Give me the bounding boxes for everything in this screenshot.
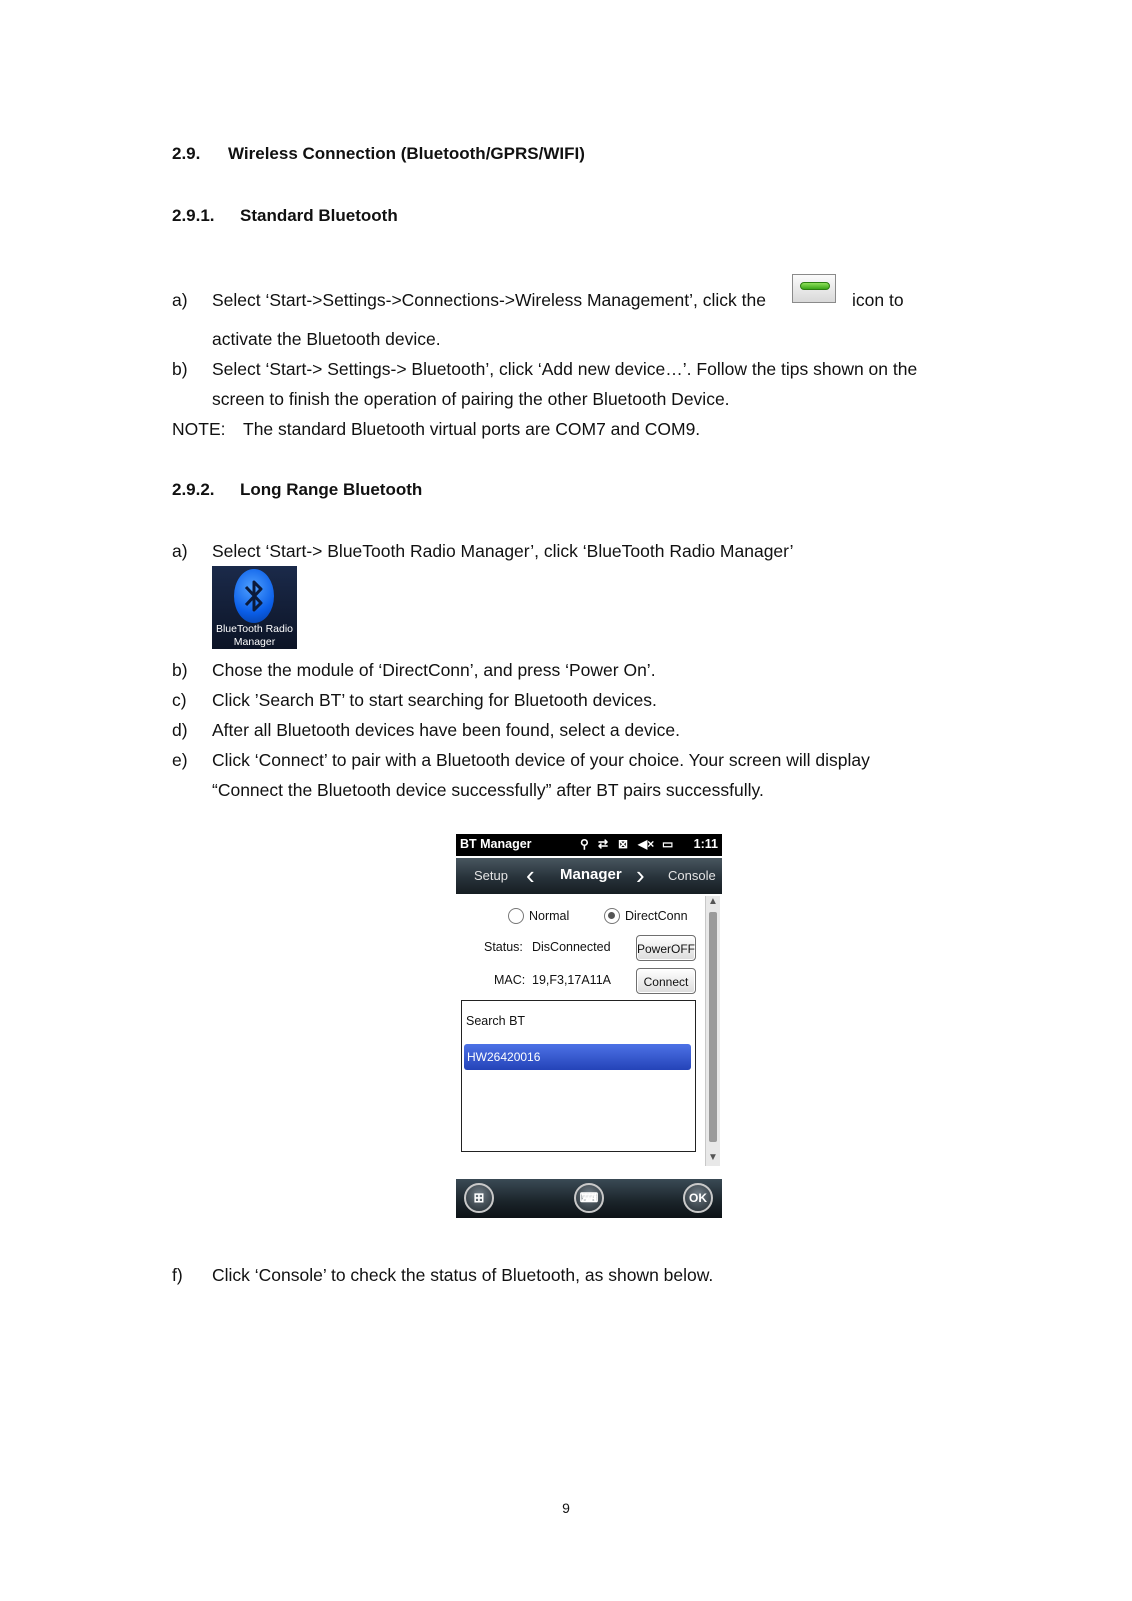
list-label: e)	[172, 750, 188, 770]
status-bar	[456, 834, 722, 856]
list-label: c)	[172, 690, 187, 710]
bt-manager-screenshot	[456, 834, 722, 1218]
app-title: BT Manager	[460, 837, 532, 851]
tab-console[interactable]: Console	[668, 868, 716, 883]
tab-navigation	[456, 858, 722, 894]
list-label: d)	[172, 720, 188, 740]
radio-directconn-label: DirectConn	[625, 909, 688, 923]
status-value: DisConnected	[532, 940, 611, 954]
note-label: NOTE:	[172, 419, 226, 439]
icon-caption: Manager	[233, 636, 276, 648]
note-text: The standard Bluetooth virtual ports are COM7 and COM9.	[243, 419, 701, 439]
radio-normal-label: Normal	[529, 909, 570, 923]
windows-start-icon[interactable]: ⊞	[464, 1183, 494, 1213]
sync-icon: ⇄	[598, 837, 609, 851]
connect-button[interactable]: Connect	[636, 968, 696, 994]
step-text: Select ‘Start-> BlueTooth Radio Manager’, click ‘BlueTooth Radio Manager’	[212, 541, 794, 561]
step-text: Click ’Search BT’ to start searching for Bluetooth devices.	[212, 690, 657, 710]
list-label: b)	[172, 359, 188, 379]
no-signal-icon: ⊠	[618, 837, 629, 851]
tab-setup[interactable]: Setup	[474, 868, 508, 883]
mac-label: MAC:	[494, 973, 526, 987]
power-off-button[interactable]: PowerOFF	[636, 935, 696, 961]
subsection-number: 2.9.2.	[172, 480, 215, 499]
subsection-number: 2.9.1.	[172, 206, 215, 225]
chevron-right-icon[interactable]: ›	[636, 860, 645, 890]
antenna-icon: ⚲	[580, 837, 589, 851]
scroll-down-icon[interactable]: ▼	[708, 1152, 718, 1163]
step-text: Click ‘Connect’ to pair with a Bluetooth device of your choice. Your screen will display	[212, 750, 870, 770]
step-text: screen to finish the operation of pairing the other Bluetooth Device.	[212, 389, 730, 409]
clock: 1:11	[693, 837, 718, 851]
volume-icon: ◀×	[638, 837, 655, 851]
battery-icon: ▭	[662, 837, 674, 851]
toggle-icon	[792, 274, 836, 303]
step-text: icon to	[852, 290, 904, 310]
status-label: Status:	[484, 940, 523, 954]
list-label: a)	[172, 290, 188, 310]
scroll-thumb[interactable]	[709, 912, 717, 1142]
mac-value: 19,F3,17A11A	[532, 973, 611, 987]
chevron-left-icon[interactable]: ‹	[526, 860, 535, 890]
scroll-up-icon[interactable]: ▲	[708, 896, 718, 907]
step-text: Chose the module of ‘DirectConn’, and press ‘Power On’.	[212, 660, 656, 680]
search-bt-label[interactable]: Search BT	[466, 1014, 526, 1028]
device-list[interactable]	[461, 1000, 696, 1152]
radio-directconn[interactable]	[604, 908, 620, 924]
subsection-title: Standard Bluetooth	[240, 206, 398, 225]
bluetooth-icon	[242, 576, 266, 616]
radio-normal[interactable]	[508, 908, 524, 924]
step-text: Select ‘Start-> Settings-> Bluetooth’, click ‘Add new device…’. Follow the tips shown on the	[212, 359, 918, 379]
list-item[interactable]: HW26420016	[464, 1044, 691, 1070]
subsection-title: Long Range Bluetooth	[240, 480, 423, 499]
step-text: Select ‘Start->Settings->Connections->Wireless Management’, click the	[212, 290, 766, 310]
page-number: 9	[562, 1500, 570, 1516]
keyboard-icon[interactable]: ⌨	[574, 1183, 604, 1213]
step-text: activate the Bluetooth device.	[212, 329, 441, 349]
section-title: Wireless Connection (Bluetooth/GPRS/WIFI)	[228, 144, 585, 163]
ok-button[interactable]: OK	[683, 1183, 713, 1213]
tab-manager[interactable]: Manager	[560, 866, 622, 883]
step-text: Click ‘Console’ to check the status of Bluetooth, as shown below.	[212, 1265, 714, 1285]
bottom-bar	[456, 1179, 722, 1218]
section-number: 2.9.	[172, 144, 201, 163]
icon-caption: BlueTooth Radio	[215, 623, 294, 635]
step-text: “Connect the Bluetooth device successfully” after BT pairs successfully.	[212, 780, 764, 800]
step-text: After all Bluetooth devices have been found, select a device.	[212, 720, 680, 740]
list-label: f)	[172, 1265, 183, 1285]
list-label: b)	[172, 660, 188, 680]
list-label: a)	[172, 541, 188, 561]
bluetooth-radio-manager-icon	[212, 566, 297, 649]
scrollbar[interactable]	[705, 896, 720, 1166]
